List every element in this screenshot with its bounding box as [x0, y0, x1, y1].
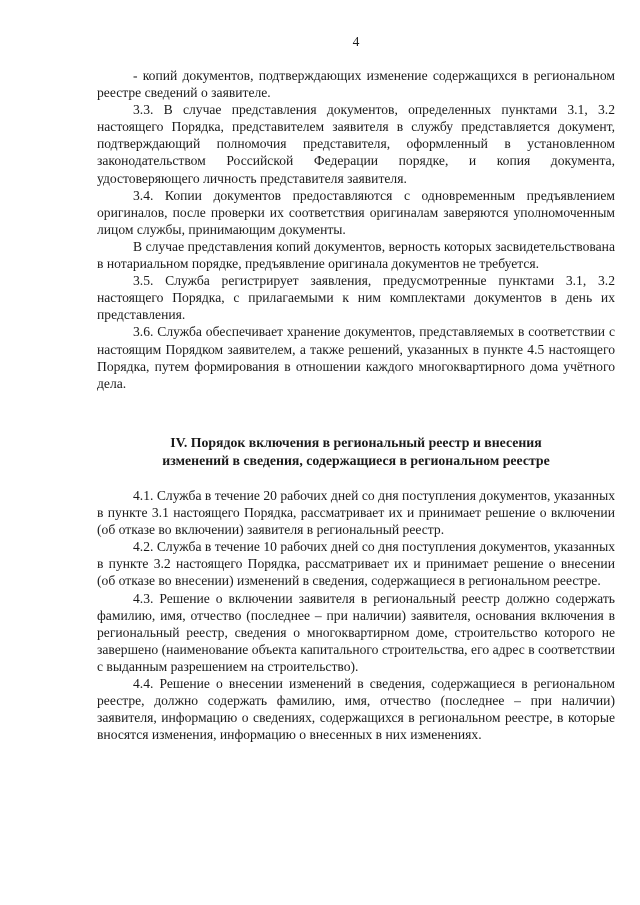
section-4-body	[97, 487, 615, 743]
paragraph-4-2: 4.2. Служба в течение 10 рабочих дней со дня поступления документов, указанных в пункте 3.2 настоящего Порядка, рассматривает их и принимает решение о внесении (об отказе во внесении) изменений в сведения, содержащиеся в региональном реестре.	[97, 539, 615, 589]
paragraph-3-5: 3.5. Служба регистрирует заявления, предусмотренные пунктами 3.1, 3.2 настоящего Порядка, с прилагаемыми к ним комплектами документов в день их представления.	[97, 273, 615, 323]
paragraph-3-6: 3.6. Служба обеспечивает хранение документов, представляемых в соответствии с настоящим Порядком заявителем, а также решений, указанных в пункте 4.5 настоящего Порядка, путем формирования в отношении каждого многоквартирного дома учётного дела.	[97, 324, 615, 391]
paragraph-4-4: 4.4. Решение о внесении изменений в сведения, содержащиеся в региональном реестре, должно содержать фамилию, имя, отчество (последнее – при наличии) заявителя, информацию о сведениях, содержащихся в региональном реестре, в которые вносятся изменения, информацию о внесенных в них изменениях.	[97, 676, 615, 743]
paragraph-4-1: 4.1. Служба в течение 20 рабочих дней со дня поступления документов, указанных в пункте 3.1 настоящего Порядка, рассматривает их и принимает решение о включении (об отказе во включении) заявителя в региональный реестр.	[97, 488, 615, 538]
paragraph-3-3: 3.3. В случае представления документов, определенных пунктами 3.1, 3.2 настоящего Порядка, представителем заявителя в службу представляется документ, подтверждающий полномочия представителя, оформленный в установленном законодательством Российской Федерации порядке, и копия документа, удостоверяющего личность представителя заявителя.	[97, 102, 615, 186]
paragraph-notarial-copies: В случае представления копий документов, верность которых засвидетельствована в нотариальном порядке, предъявление оригинала документов не требуется.	[97, 238, 615, 272]
section-3-continuation	[97, 67, 615, 392]
paragraph-copies-of-documents: - копий документов, подтверждающих изменение содержащихся в региональном реестре сведений о заявителе.	[97, 68, 615, 101]
section-iv-heading-line1: IV. Порядок включения в региональный реестр и внесения	[170, 435, 542, 450]
page-number: 4	[352, 34, 360, 49]
paragraph-3-4: 3.4. Копии документов предоставляются с одновременным предъявлением оригиналов, после проверки их соответствия оригиналам заверяются уполномоченным лицом службы, принимающим документы.	[97, 187, 615, 237]
section-iv-heading	[97, 434, 615, 470]
section-iv-heading-line2: изменений в сведения, содержащиеся в региональном реестре	[162, 453, 550, 468]
paragraph-4-3: 4.3. Решение о включении заявителя в региональный реестр должно содержать фамилию, имя, отчество (последнее – при наличии) заявителя, основания включения в региональный реестр, сведения о многоквартирном доме, строительство которого не завершено (наименование объекта капитального строительства, его адрес в соответствии с выданным разрешением на строительство).	[97, 590, 615, 674]
